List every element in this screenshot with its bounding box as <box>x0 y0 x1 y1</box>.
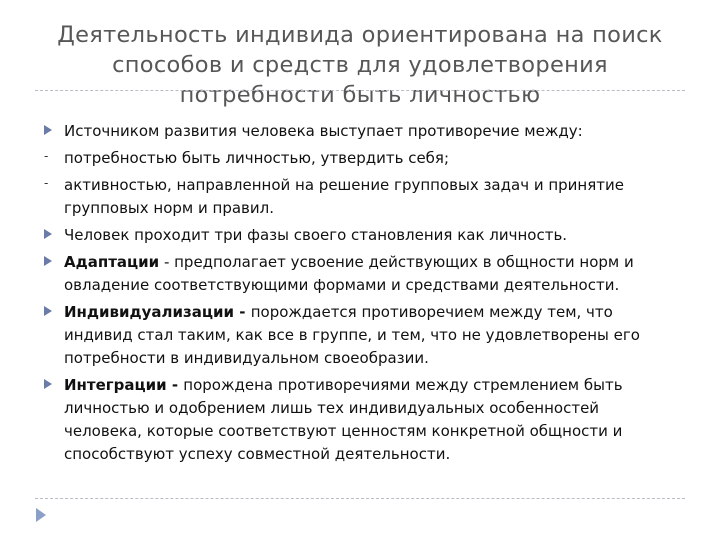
list-item <box>44 147 664 170</box>
title-line: способов и средств для удовлетворения <box>112 52 608 78</box>
list-item <box>44 301 664 370</box>
item-term: Адаптации <box>64 253 160 271</box>
item-text: Источником развития человека выступает противоречие между: <box>64 122 583 140</box>
item-text: - предполагает усвоение действующих в общности норм и овладение соответствующими формами и средствами деятельности. <box>64 253 634 294</box>
triangle-bullet-icon <box>44 379 52 389</box>
bullet-list <box>44 120 664 470</box>
slide-title <box>24 20 696 110</box>
triangle-bullet-icon <box>44 256 52 266</box>
title-divider <box>35 90 685 91</box>
dash-marker: - <box>44 176 49 190</box>
triangle-bullet-icon <box>44 229 52 239</box>
list-item <box>44 224 664 247</box>
item-term: Индивидуализации - <box>64 303 251 321</box>
item-text: Человек проходит три фазы своего становления как личность. <box>64 226 568 244</box>
footer-divider <box>35 498 685 499</box>
title-line: потребности быть личностью <box>179 82 541 108</box>
triangle-bullet-icon <box>44 306 52 316</box>
item-term: Интеграции - <box>64 376 184 394</box>
nav-arrow-icon[interactable] <box>36 508 46 522</box>
item-text: порождается противоречием между тем, что индивид стал таким, как все в группе, и тем, что не удовлетворены его потребности в индивидуальном своеобразии. <box>64 303 640 367</box>
item-text: потребностью быть личностью, утвердить себя; <box>64 149 450 167</box>
list-item <box>44 374 664 466</box>
list-item <box>44 120 664 143</box>
list-item <box>44 251 664 297</box>
list-item <box>44 174 664 220</box>
item-text: порождена противоречиями между стремлением быть личностью и одобрением лишь тех индивидуальных особенностей человека, которые соответствуют ценностям конкретной общности и способствуют успеху совместной деятельности. <box>64 376 623 463</box>
item-text: активностью, направленной на решение групповых задач и принятие групповых норм и правил. <box>64 176 624 217</box>
triangle-bullet-icon <box>44 125 52 135</box>
dash-marker: - <box>44 149 49 163</box>
title-line: Деятельность индивида ориентирована на поиск <box>57 22 663 48</box>
